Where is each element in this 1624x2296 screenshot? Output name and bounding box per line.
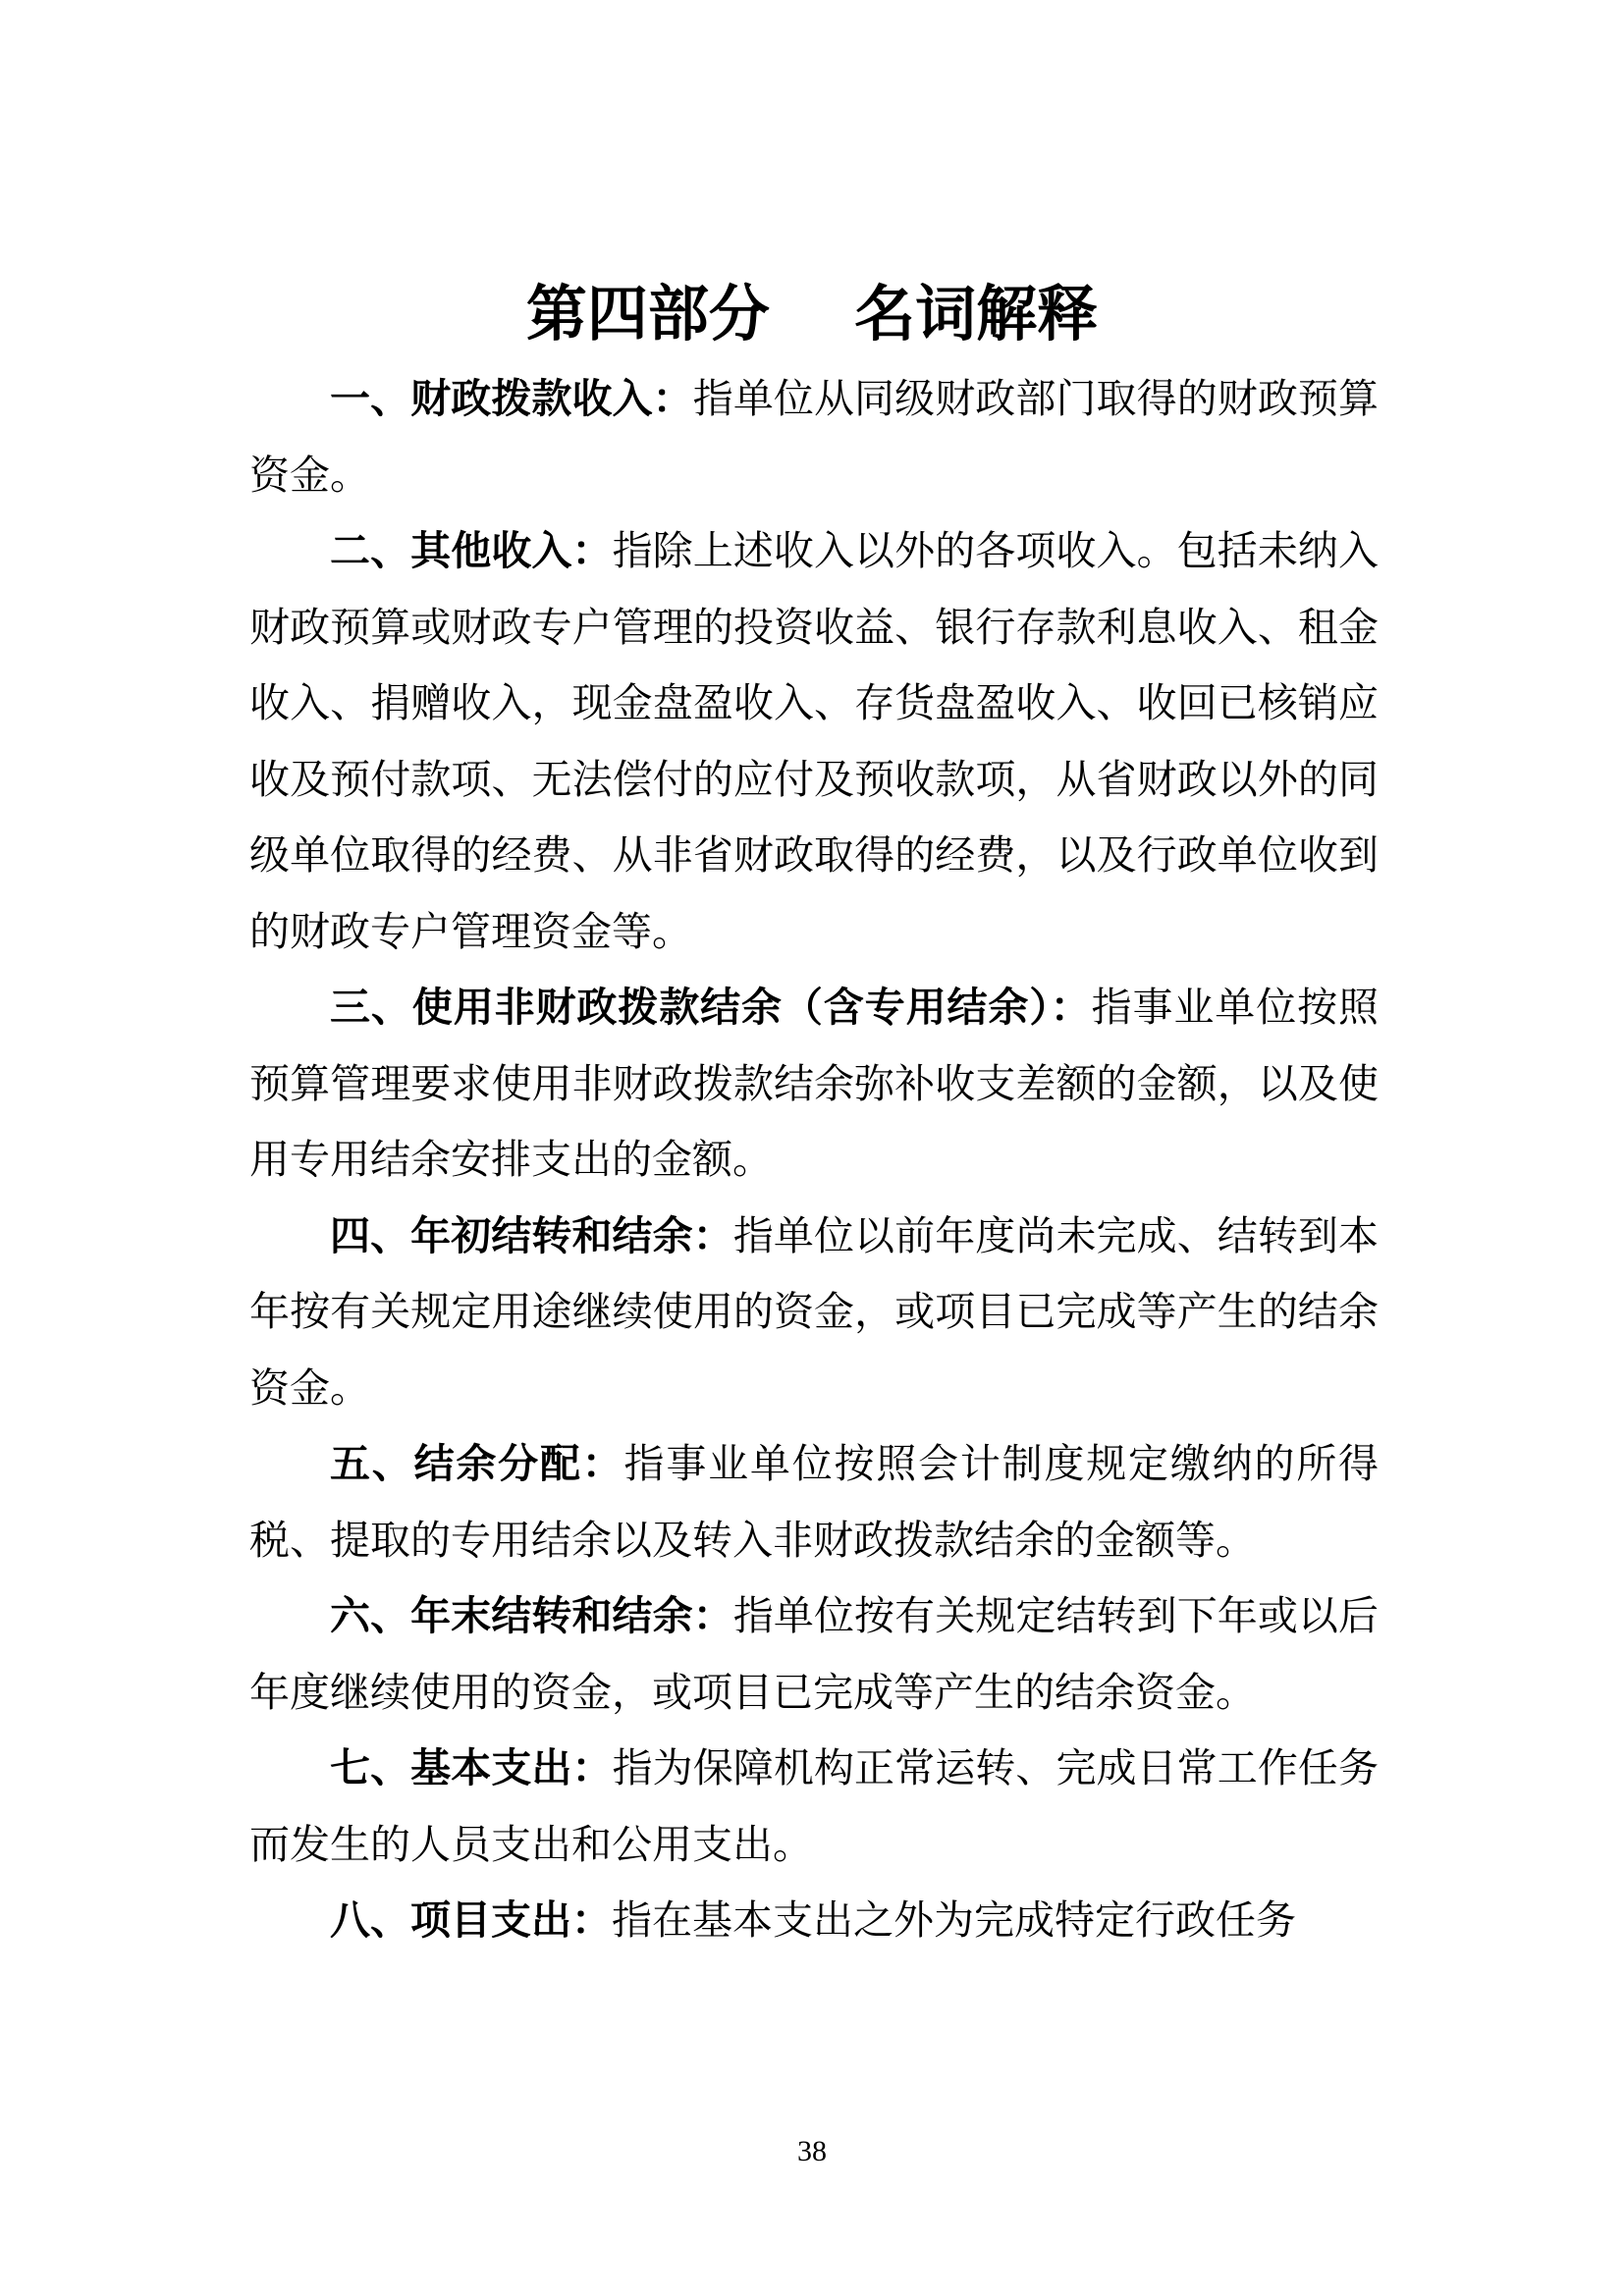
definition-item <box>249 513 1379 970</box>
definition-term: 一、财政拨款收入： <box>330 375 693 422</box>
definition-term: 八、项目支出： <box>330 1896 612 1944</box>
definition-item <box>249 1731 1379 1883</box>
page-title: 第四部分 名词解释 <box>525 278 1099 349</box>
definition-term: 三、使用非财政拨款结余（含专用结余）： <box>330 984 1092 1031</box>
definition-item <box>249 1578 1379 1731</box>
definition-text: 指单位按有关规定结转到下年或以后年度继续使用的资金，或项目已完成等产生的结余资金。 <box>249 1592 1380 1716</box>
definition-term: 二、其他收入： <box>330 527 613 574</box>
definition-text: 指为保障机构正常运转、完成日常工作任务而发生的人员支出和公用支出。 <box>249 1744 1380 1868</box>
definition-item <box>249 361 1379 513</box>
definition-item <box>249 1426 1379 1578</box>
definition-item <box>249 970 1379 1199</box>
definition-item <box>249 1199 1379 1427</box>
definition-term: 四、年初结转和结余： <box>330 1211 733 1259</box>
definition-term: 七、基本支出： <box>330 1744 613 1791</box>
definition-term: 五、结余分配： <box>330 1440 624 1487</box>
definitions-list <box>249 361 1379 1959</box>
definition-term: 六、年末结转和结余： <box>330 1592 733 1639</box>
definition-text: 指事业单位按照预算管理要求使用非财政拨款结余弥补收支差额的金额，以及使用专用结余安排支出的金额。 <box>249 984 1380 1183</box>
definition-text: 指单位以前年度尚未完成、结转到本年按有关规定用途继续使用的资金，或项目已完成等产生的结余资金。 <box>249 1211 1380 1412</box>
definition-text: 指除上述收入以外的各项收入。包括未纳入财政预算或财政专户管理的投资收益、银行存款利息收入、租金收入、捐赠收入，现金盘盈收入、存货盘盈收入、收回已核销应收及预付款项、无法偿付的应付及预收款项，从省财政以外的同级单位取得的经费、从非省财政取得的经费，以及行政单位收到的财政专户管理资金等。 <box>249 527 1380 955</box>
definition-item <box>249 1883 1379 1959</box>
definition-text: 指在基本支出之外为完成特定行政任务 <box>612 1896 1296 1944</box>
page-number: 38 <box>797 2135 827 2167</box>
definition-text: 指单位从同级财政部门取得的财政预算资金。 <box>249 375 1380 499</box>
definition-text: 指事业单位按照会计制度规定缴纳的所得税、提取的专用结余以及转入非财政拨款结余的金额等。 <box>249 1440 1380 1564</box>
